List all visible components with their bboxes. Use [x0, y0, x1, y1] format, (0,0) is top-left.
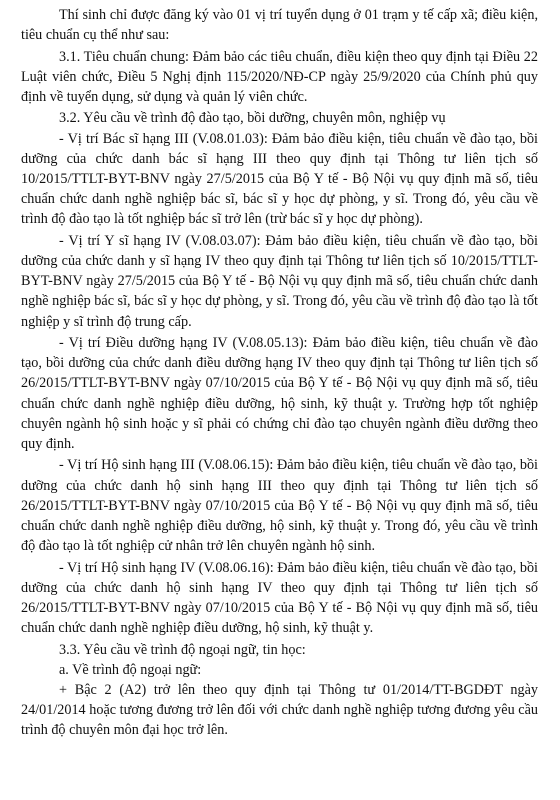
midwife-grade-4-position-paragraph: - Vị trí Hộ sinh hạng IV (V.08.06.16): Đảm bảo điều kiện, tiêu chuẩn về đào tạo, bồi dưỡng của chức danh hộ sinh hạng IV theo quy định tại Thông tư liên tịch số 26/2015/TTLT-BYT-BNV ngày 07/10/2015 của Bộ Y tế - Bộ Nội vụ quy định mã số, tiêu chuẩn chức danh nghề nghiệp điều dưỡng, hộ sinh, kỹ thuật y. [21, 559, 538, 637]
training-requirements-heading: 3.2. Yêu cầu về trình độ đào tạo, bồi dưỡng, chuyên môn, nghiệp vụ [59, 110, 446, 127]
physician-assistant-position-paragraph: - Vị trí Y sĩ hạng IV (V.08.03.07): Đảm bảo điều kiện, tiêu chuẩn về đào tạo, bồi dưỡng của chức danh y sĩ hạng IV theo quy định tại Thông tư liên tịch số 10/2015/TTLT-BYT-BNV ngày 27/5/2015 của Bộ Y tế - Bộ Nội vụ quy định mã số, tiêu chuẩn chức danh nghề nghiệp bác sĩ, bác sĩ y học dự phòng, y sĩ. Trong đó, yêu cầu về trình độ đào tạo là tốt nghiệp y sĩ trình độ trung cấp. [21, 232, 538, 330]
nurse-position-paragraph: - Vị trí Điều dưỡng hạng IV (V.08.05.13): Đảm bảo điều kiện, tiêu chuẩn về đào tạo, bồi dưỡng của chức danh điều dưỡng hạng IV theo quy định tại Thông tư liên tịch số 26/2015/TTLT-BYT-BNV ngày 07/10/2015 của Bộ Y tế - Bộ Nội vụ quy định mã số, tiêu chuẩn chức danh nghề nghiệp điều dưỡng, hộ sinh, kỹ thuật y. Trường hợp tốt nghiệp chuyên ngành hộ sinh hoặc y sĩ phải có chứng chỉ đào tạo chuyên ngành điều dưỡng theo quy định. [21, 335, 538, 453]
foreign-language-subheading: a. Về trình độ ngoại ngữ: [59, 661, 202, 678]
midwife-grade-3-position-paragraph: - Vị trí Hộ sinh hạng III (V.08.06.15): Đảm bảo điều kiện, tiêu chuẩn về đào tạo, bồi dưỡng của chức danh hộ sinh hạng III theo quy định tại Thông tư liên tịch số 26/2015/TTLT-BYT-BNV ngày 07/10/2015 của Bộ Y tế - Bộ Nội vụ quy định mã số, tiêu chuẩn chức danh nghề nghiệp điều dưỡng, hộ sinh, kỹ thuật y. Trong đó, yêu cầu về trình độ đào tạo là tốt nghiệp cử nhân trở lên chuyên ngành hộ sinh. [21, 457, 538, 555]
general-standards-paragraph: 3.1. Tiêu chuẩn chung: Đảm bảo các tiêu chuẩn, điều kiện theo quy định tại Điều 22 Luật viên chức, Điều 5 Nghị định 115/2020/NĐ-CP ngày 25/9/2020 của Chính phủ quy định về tuyển dụng, sử dụng và quản lý viên chức. [21, 48, 538, 105]
foreign-language-level-paragraph: + Bậc 2 (A2) trở lên theo quy định tại Thông tư 01/2014/TT-BGDĐT ngày 24/01/2014 hoặc tương đương trở lên đối với chức danh nghề nghiệp tương đương yêu cầu trình độ chuyên môn đại học trở lên. [21, 682, 538, 739]
doctor-position-paragraph: - Vị trí Bác sĩ hạng III (V.08.01.03): Đảm bảo điều kiện, tiêu chuẩn về đào tạo, bồi dưỡng của chức danh bác sĩ hạng III theo quy định tại Thông tư liên tịch số 10/2015/TTLT-BYT-BNV ngày 27/5/2015 của Bộ Y tế - Bộ Nội vụ quy định mã số, tiêu chuẩn chức danh nghề nghiệp bác sĩ, bác sĩ y học dự phòng, y sĩ. Trong đó, yêu cầu về trình độ đào tạo là tốt nghiệp bác sĩ trở lên (trừ bác sĩ y học dự phòng). [21, 130, 538, 228]
intro-paragraph: Thí sinh chỉ được đăng ký vào 01 vị trí tuyển dụng ở 01 trạm y tế cấp xã; điều kiện, tiêu chuẩn cụ thể như sau: [21, 7, 538, 44]
language-it-requirements-heading: 3.3. Yêu cầu về trình độ ngoại ngữ, tin học: [59, 641, 306, 658]
